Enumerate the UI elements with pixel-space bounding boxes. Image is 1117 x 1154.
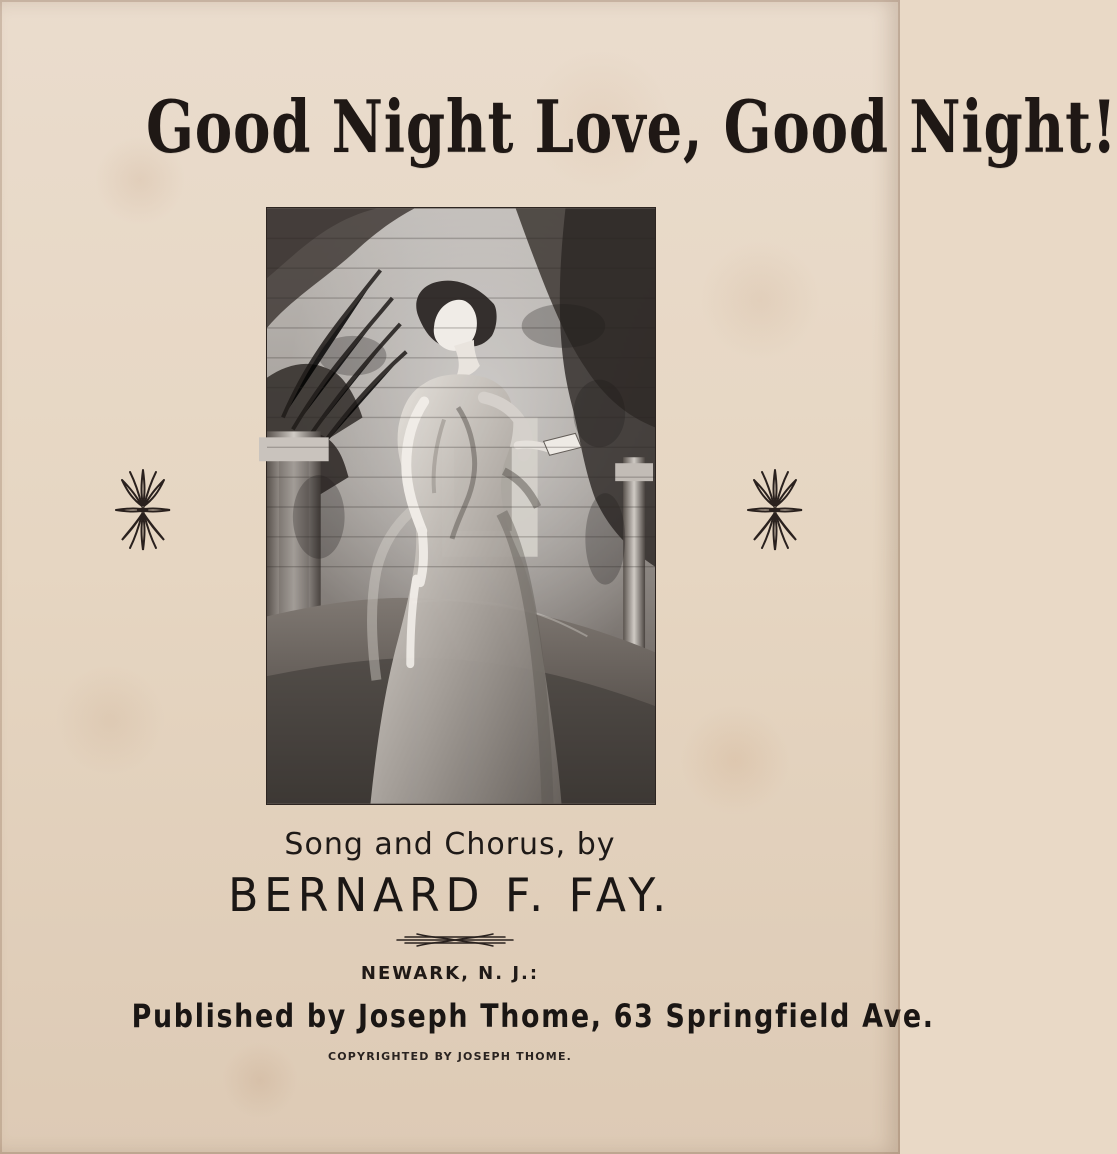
starburst-icon <box>740 460 810 560</box>
publisher-location: NEWARK, N. J.: <box>360 963 540 984</box>
page-title: Good Night Love, Good Night! <box>146 84 1117 169</box>
composer-name: BERNARD F. FAY. <box>228 868 672 922</box>
starburst-icon <box>108 460 178 560</box>
publisher-line: Published by Joseph Thome, 63 Springfield Ave. <box>131 997 935 1035</box>
subtitle: Song and Chorus, by <box>284 827 616 862</box>
flourish-divider-icon <box>393 930 517 950</box>
cover-illustration <box>266 207 656 805</box>
copyright-line: COPYRIGHTED BY JOSEPH THOME. <box>327 1050 573 1063</box>
